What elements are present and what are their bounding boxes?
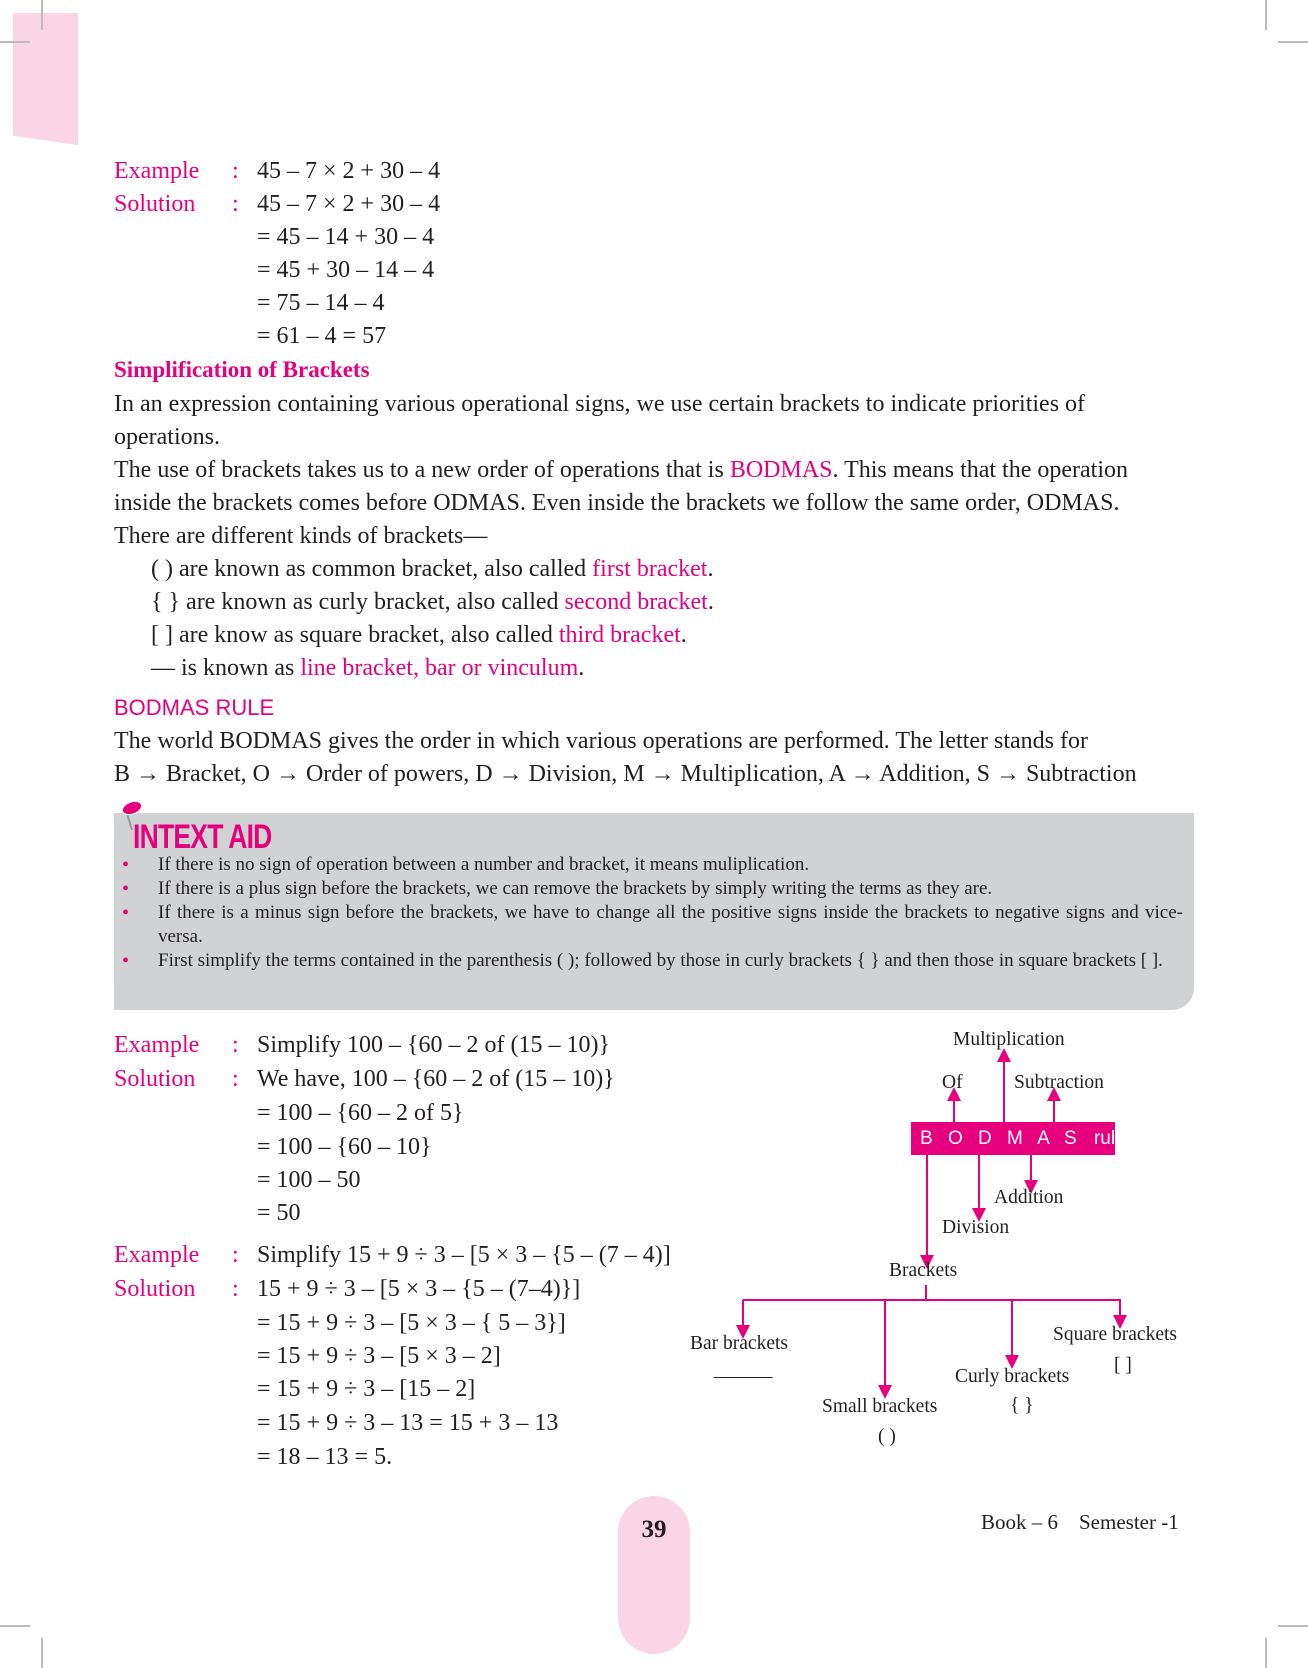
solution-step: = 15 + 9 ÷ 3 – [5 × 3 – 2]	[257, 1343, 501, 1369]
solution-step: = 18 – 13 = 5.	[257, 1444, 393, 1470]
example-problem: Simplify 100 – {60 – 2 of (15 – 10)}	[257, 1032, 611, 1058]
colon: :	[232, 1066, 239, 1092]
node-division: Division	[942, 1217, 1010, 1238]
curly-symbol: { }	[1010, 1395, 1034, 1416]
bullet-icon: •	[122, 878, 130, 900]
paragraph-line: In an expression containing various operational signs, we use certain brackets to indicate priorities of	[114, 391, 1086, 417]
solution-step: = 100 – 50	[257, 1167, 361, 1193]
node-small-brackets: Small brackets	[822, 1396, 938, 1417]
aid-item-text: If there is a minus sign before the brackets, we have to change all the positive signs inside the brackets to negative signs and vice-versa.	[158, 902, 1183, 947]
paragraph-line: operations.	[114, 424, 220, 450]
colon: :	[232, 1276, 239, 1302]
node-bar-brackets: Bar brackets	[690, 1333, 788, 1354]
bodmas-rule-box	[911, 1122, 1126, 1155]
colon: :	[232, 191, 239, 217]
solution-step: 45 – 7 × 2 + 30 – 4	[257, 191, 441, 217]
highlight-text: line bracket, bar or vinculum	[300, 655, 579, 681]
text: The use of brackets takes us to a new order of operations that is	[114, 457, 730, 483]
aid-item-text: First simplify the terms contained in the parenthesis ( ); followed by those in curly brackets { } and then those in square brackets [ ].	[158, 950, 1163, 971]
section-heading: BODMAS RULE	[114, 695, 275, 720]
colon: :	[232, 1242, 239, 1268]
solution-step: = 61 – 4 = 57	[257, 323, 387, 349]
bar-symbol: ———	[714, 1366, 773, 1387]
text: ( ) are known as common bracket, also called	[151, 556, 593, 582]
paragraph-line: inside the brackets comes before ODMAS. Even inside the brackets we follow the same order, ODMAS.	[114, 490, 1120, 516]
highlight-text: third bracket	[558, 622, 681, 648]
square-symbol: [ ]	[1114, 1355, 1132, 1376]
small-symbol: ( )	[878, 1426, 896, 1447]
text: [ ] are know as square bracket, also called	[151, 622, 559, 648]
section-heading: Simplification of Brackets	[114, 357, 370, 382]
highlight-text: BODMAS	[729, 457, 833, 483]
solution-step: 15 + 9 ÷ 3 – [5 × 3 – {5 – (7–4)}]	[257, 1276, 581, 1302]
bullet-icon: •	[122, 854, 130, 876]
solution-step: = 100 – {60 – 2 of 5}	[257, 1100, 464, 1126]
example-label: Example	[114, 1242, 200, 1268]
node-curly-brackets: Curly brackets	[955, 1366, 1070, 1387]
example-problem: 45 – 7 × 2 + 30 – 4	[257, 158, 441, 184]
solution-step: = 50	[257, 1200, 301, 1226]
colon: :	[232, 158, 239, 184]
solution-step: = 15 + 9 ÷ 3 – [5 × 3 – { 5 – 3}]	[257, 1310, 566, 1336]
solution-label: Solution	[114, 191, 196, 217]
node-subtraction: Subtraction	[1014, 1072, 1104, 1093]
solution-label: Solution	[114, 1066, 196, 1092]
node-brackets: Brackets	[889, 1260, 958, 1281]
paragraph-line: There are different kinds of brackets—	[114, 523, 488, 549]
text: .	[707, 589, 714, 615]
example-label: Example	[114, 1032, 200, 1058]
solution-step: = 45 – 14 + 30 – 4	[257, 224, 435, 250]
solution-step: = 100 – {60 – 10}	[257, 1134, 432, 1160]
solution-label: Solution	[114, 1276, 196, 1302]
rule-label: rule	[1093, 1128, 1126, 1149]
bodmas-letters: B O D M A S	[920, 1128, 1082, 1149]
text: .	[707, 556, 714, 582]
node-addition: Addition	[994, 1187, 1064, 1208]
intext-aid-title: INTEXT AID	[133, 818, 272, 856]
bullet-icon: •	[122, 902, 130, 924]
highlight-text: second bracket	[564, 589, 708, 615]
solution-step: = 15 + 9 ÷ 3 – [15 – 2]	[257, 1376, 476, 1402]
aid-item-text: If there is a plus sign before the brackets, we can remove the brackets by simply writing the terms as they are.	[158, 878, 993, 899]
text: .	[578, 655, 585, 681]
aid-item-text: If there is no sign of operation between a number and bracket, it means muliplication.	[158, 854, 810, 875]
text: .	[680, 622, 687, 648]
text: — is known as	[151, 655, 301, 681]
node-multiplication: Multiplication	[953, 1029, 1065, 1050]
solution-step: = 75 – 14 – 4	[257, 290, 385, 316]
solution-step: We have, 100 – {60 – 2 of (15 – 10)}	[257, 1066, 615, 1092]
colon: :	[232, 1032, 239, 1058]
paragraph-line: The world BODMAS gives the order in which various operations are performed. The letter stands for	[114, 728, 1088, 754]
example-problem: Simplify 15 + 9 ÷ 3 – [5 × 3 – {5 – (7 – 4)]	[257, 1242, 671, 1268]
solution-step: = 15 + 9 ÷ 3 – 13 = 15 + 3 – 13	[257, 1410, 559, 1436]
node-square-brackets: Square brackets	[1053, 1324, 1177, 1345]
example-label: Example	[114, 158, 200, 184]
text: { } are known as curly bracket, also called	[151, 589, 565, 615]
node-of: Of	[942, 1072, 963, 1093]
solution-step: = 45 + 30 – 14 – 4	[257, 257, 435, 283]
text: . This means that the operation	[832, 457, 1129, 483]
book-info: Book – 6 Semester -1	[981, 1510, 1179, 1534]
paragraph-line: B → Bracket, O → Order of powers, D → Division, M → Multiplication, A → Addition, S → Subtraction	[114, 761, 1137, 787]
highlight-text: first bracket	[592, 556, 708, 582]
page-number: 39	[641, 1516, 667, 1543]
bullet-icon: •	[122, 950, 130, 972]
